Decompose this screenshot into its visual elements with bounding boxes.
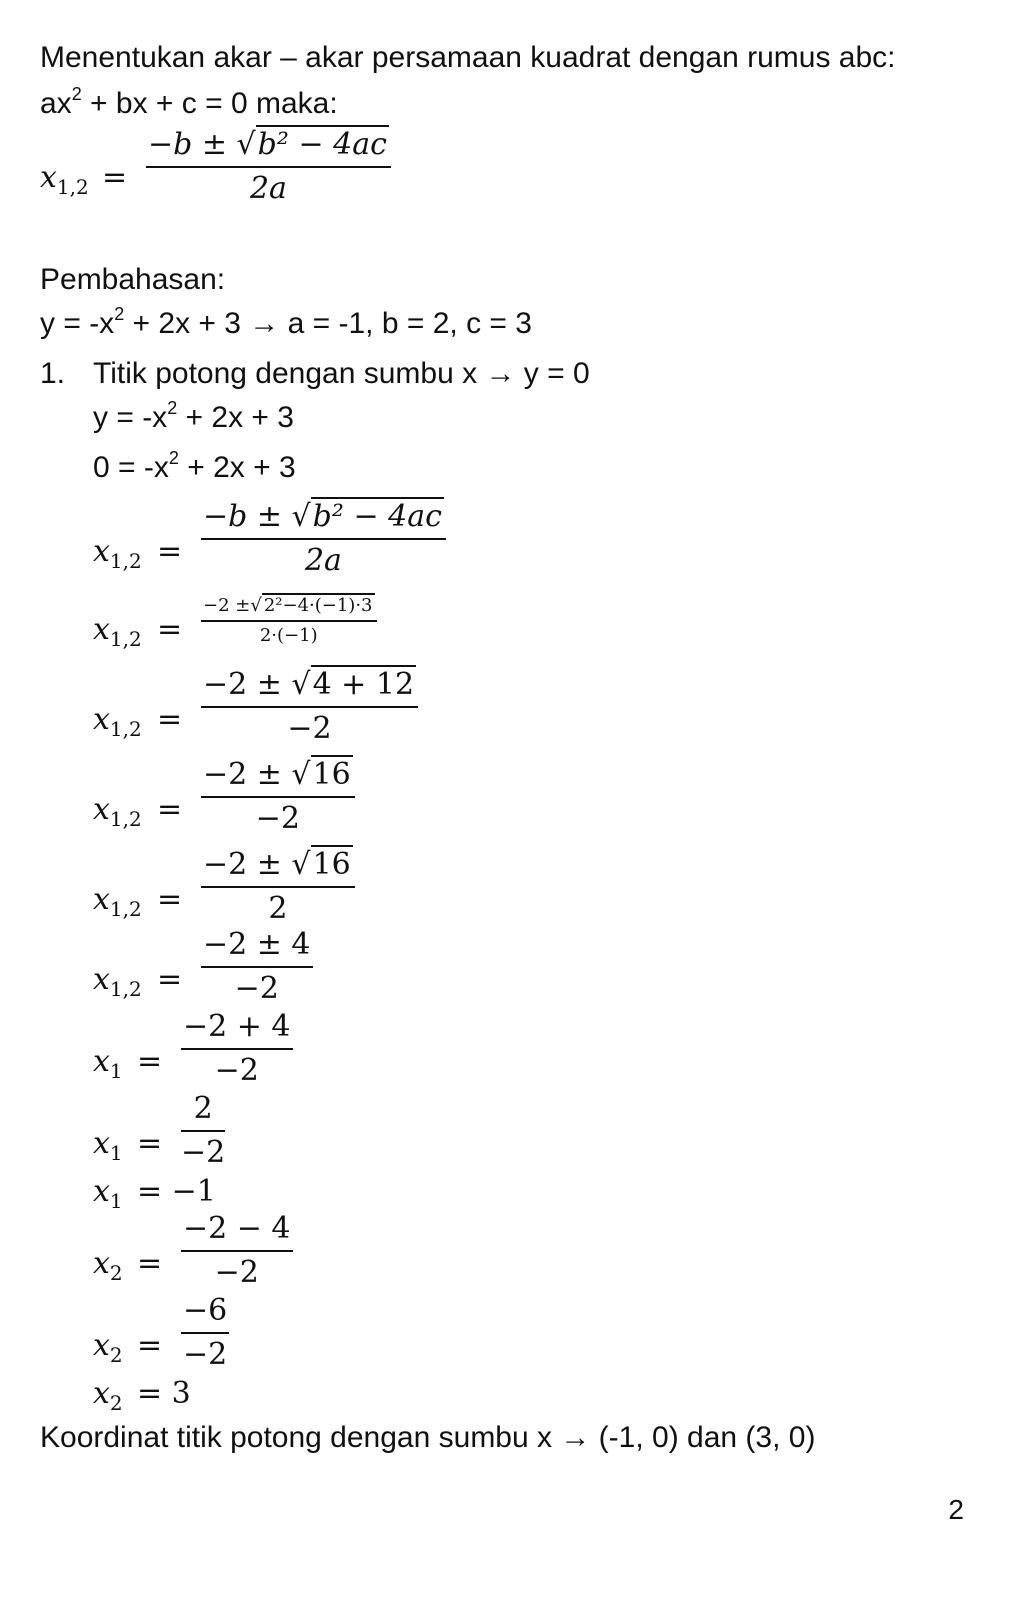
step-numerator: 2: [181, 1090, 225, 1132]
step-numerator: −6: [181, 1292, 229, 1334]
step-eq-2-suffix: + 2x + 3: [178, 451, 296, 484]
intro-line-1: Menentukan akar – akar persamaan kuadrat dengan rumus abc:: [40, 41, 896, 74]
step-lhs: [93, 1172, 123, 1212]
step-radicand: 16: [312, 757, 351, 792]
step-fraction: [201, 846, 355, 928]
step-numerator: [201, 756, 355, 798]
step-equals: =: [137, 1044, 163, 1079]
step-lhs: [93, 1374, 123, 1414]
formula-num-pre: −b ± √: [148, 127, 256, 162]
step-lhs-sub: 2: [109, 1391, 123, 1415]
step-denominator: −2: [183, 1337, 228, 1372]
step-lhs-sub: 1: [109, 1141, 123, 1165]
step-lhs: [93, 1326, 123, 1366]
step-fraction: [181, 1292, 229, 1374]
intro-line-2-prefix: ax: [40, 87, 72, 120]
step-eq-1-sup: 2: [167, 398, 178, 418]
step-eq-2-prefix: 0 = -x: [93, 451, 169, 484]
given-sup: 2: [114, 304, 125, 324]
step-number: 1.: [40, 357, 66, 390]
step-denominator: −2: [214, 1053, 259, 1088]
step-equals: =: [137, 1246, 163, 1281]
step-lhs: [93, 960, 142, 1000]
step-eq-2-sup: 2: [168, 448, 179, 468]
intro-line-2: [40, 86, 338, 122]
step-lhs-var: x: [93, 1126, 110, 1161]
step-numerator: [201, 846, 355, 888]
step-lhs-sub: 1,2: [109, 627, 142, 651]
step-numerator: −2 + 4: [181, 1008, 293, 1050]
page-number: 2: [948, 1494, 964, 1525]
step-numerator: [201, 594, 377, 622]
step-radicand: b² − 4ac: [312, 499, 442, 534]
step-lhs-sub: 1,2: [109, 807, 142, 831]
step-radicand: 4 + 12: [312, 667, 415, 702]
step-equals: =: [157, 612, 183, 647]
step-fraction: [201, 756, 355, 838]
step-fraction: [181, 1090, 225, 1172]
step-denominator: 2·(−1): [259, 625, 318, 646]
formula-lhs-var: x: [40, 160, 57, 195]
step-num-pre: −b ± √: [203, 499, 311, 534]
step-equals: =: [137, 1328, 163, 1363]
formula-lhs: [40, 158, 89, 198]
step-fraction: [181, 1210, 293, 1292]
step-equals: =: [157, 962, 183, 997]
given-line: [40, 306, 532, 342]
step-lhs-var: x: [93, 1044, 110, 1079]
step-lhs: [93, 532, 142, 572]
step-numerator: −2 − 4: [181, 1210, 293, 1252]
step-lhs-var: x: [93, 534, 110, 569]
step-lhs-var: x: [93, 882, 110, 917]
step-equals: =: [137, 1126, 163, 1161]
step-lhs-var: x: [93, 1328, 110, 1363]
step-lhs: [93, 1124, 123, 1164]
step-equals: =: [157, 702, 183, 737]
step-result: = 3: [137, 1376, 191, 1411]
step-lhs-sub: 1: [109, 1189, 123, 1213]
formula-radicand: b² − 4ac: [257, 127, 387, 162]
step-lhs-var: x: [93, 612, 110, 647]
step-equals: =: [157, 534, 183, 569]
step-result: = −1: [137, 1174, 216, 1209]
step-lhs: [93, 1244, 123, 1284]
step-lhs-var: x: [93, 1174, 110, 1209]
conclusion: Koordinat titik potong dengan sumbu x → (-1, 0) dan (3, 0): [40, 1421, 816, 1454]
step-lhs-sub: 1: [109, 1059, 123, 1083]
step-lhs: [93, 700, 142, 740]
step-lhs-var: x: [93, 962, 110, 997]
given-prefix: y = -x: [40, 307, 115, 340]
intro-line-2-sup: 2: [71, 84, 82, 104]
step-fraction: [201, 498, 446, 580]
step-eq-1-prefix: y = -x: [93, 401, 168, 434]
step-lhs: [93, 610, 142, 650]
step-lhs-sub: 2: [109, 1261, 123, 1285]
step-denominator: −2: [234, 971, 279, 1006]
step-num-pre: −2 ± √: [203, 757, 311, 792]
step-denominator: 2: [268, 891, 288, 926]
step-denominator: −2: [181, 1135, 226, 1170]
step-equals: =: [157, 792, 183, 827]
step-denominator: −2: [287, 711, 332, 746]
step-eq-2: [93, 450, 296, 486]
step-fraction: [201, 926, 313, 1008]
formula-lhs-sub: 1,2: [56, 175, 89, 199]
step-num-pre: −2 ±√: [203, 595, 262, 616]
step-lhs: [93, 880, 142, 920]
step-lhs-var: x: [93, 792, 110, 827]
step-denominator: 2a: [304, 543, 342, 578]
step-lhs-var: x: [93, 702, 110, 737]
step-lhs-var: x: [93, 1246, 110, 1281]
step-equals: =: [157, 882, 183, 917]
intro-line-2-suffix: + bx + c = 0 maka:: [81, 87, 338, 120]
formula-denominator: 2a: [249, 171, 287, 206]
step-lhs-sub: 2: [109, 1343, 123, 1367]
step-denominator: −2: [214, 1255, 259, 1290]
step-lhs-var: x: [93, 1376, 110, 1411]
step-lhs-sub: 1,2: [109, 977, 142, 1001]
step-lhs-sub: 1,2: [109, 717, 142, 741]
step-radicand: 16: [312, 847, 351, 882]
formula-fraction: [146, 126, 391, 208]
step-lhs: [93, 1042, 123, 1082]
step-num-pre: −2 ± √: [203, 847, 311, 882]
formula-equals: =: [102, 160, 128, 195]
step-title: Titik potong dengan sumbu x → y = 0: [93, 357, 590, 390]
discussion-heading: Pembahasan:: [40, 263, 226, 296]
step-numerator: [201, 498, 446, 540]
step-fraction: [201, 666, 418, 748]
step-fraction: [181, 1008, 293, 1090]
step-radicand: 2²−4·(−1)·3: [263, 595, 373, 616]
step-eq-1: [93, 400, 294, 436]
step-lhs: [93, 790, 142, 830]
step-num-pre: −2 ± √: [203, 667, 311, 702]
step-lhs-sub: 1,2: [109, 549, 142, 573]
given-suffix: + 2x + 3 → a = -1, b = 2, c = 3: [124, 307, 532, 340]
step-denominator: −2: [255, 801, 300, 836]
step-eq-1-suffix: + 2x + 3: [177, 401, 294, 434]
step-lhs-sub: 1,2: [109, 897, 142, 921]
step-fraction: [201, 594, 377, 648]
step-numerator: [201, 666, 418, 708]
step-numerator: −2 ± 4: [201, 926, 313, 968]
formula-numerator: [146, 126, 391, 168]
